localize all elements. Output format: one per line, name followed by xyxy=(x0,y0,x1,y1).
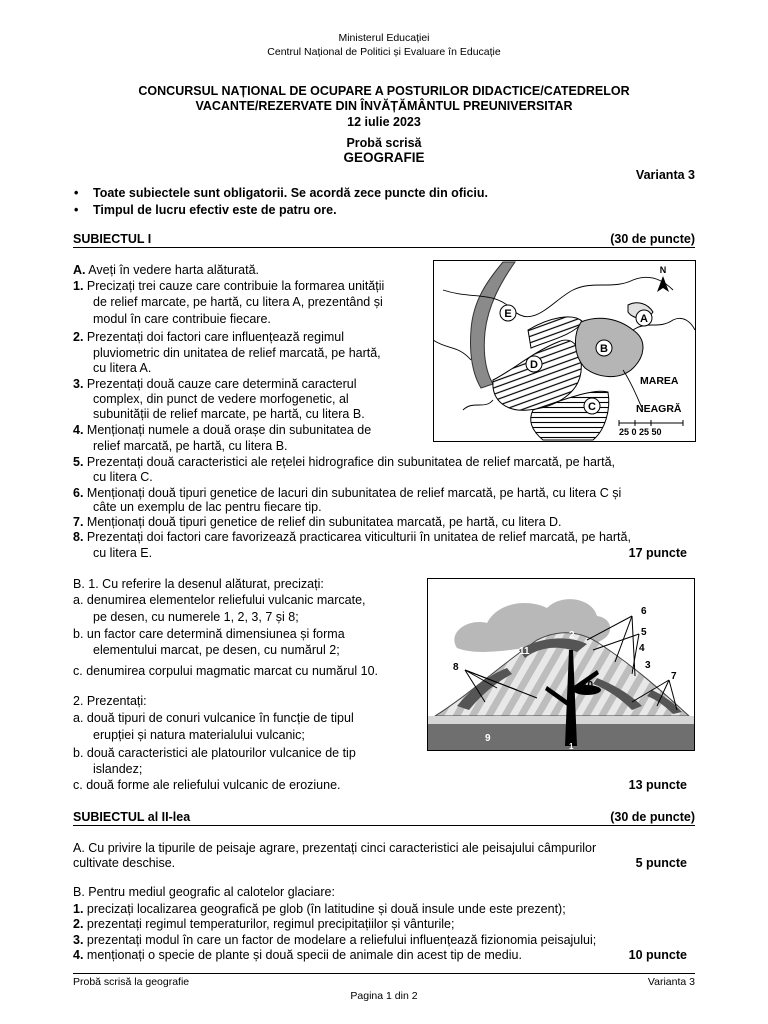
volcano-label-5: 5 xyxy=(641,627,647,638)
s2-b3: 3. prezentați modul în care un factor de modelare a reliefului influențează fizionomia peisajului; xyxy=(73,933,597,947)
instruction-2: • Timpul de lucru efectiv este de patru ore. xyxy=(74,203,337,217)
subject-title: GEOGRAFIE xyxy=(343,150,425,165)
volcano-label-11: 11 xyxy=(519,646,530,657)
s2-b2: 2. prezentați regimul temperaturilor, regimul precipitațiilor și vânturile; xyxy=(73,917,455,931)
map-label-e: E xyxy=(504,308,512,320)
s1-q3: 3. Prezentați două cauze care determină caracterul xyxy=(73,377,357,391)
s1-q2-line3: cu litera A. xyxy=(93,361,152,375)
s1-b2b-line2: islandez; xyxy=(93,762,143,776)
s1-b1a: a. denumirea elementelor reliefului vulcanic marcate, xyxy=(73,593,366,607)
map-label-c: C xyxy=(588,401,596,413)
s2-b1: 1. precizați localizarea geografică pe glob (în latitudine și două insule unde este prezent); xyxy=(73,902,566,916)
s1-q8: 8. Prezentați doi factori care favorizează practicarea viticulturii în unitatea de relief marcată, pe hartă, xyxy=(73,530,631,544)
s1-b2: 2. Prezentați: xyxy=(73,694,147,708)
s1-q5: 5. Prezentați două caracteristici ale rețelei hidrografice din subunitatea de relief marcată, pe hartă, xyxy=(73,455,615,469)
s1-b2a: a. două tipuri de conuri vulcanice în funcție de tipul xyxy=(73,711,354,725)
s1-q4-line2: relief marcată, pe hartă, cu litera B. xyxy=(93,439,288,453)
title-line-1: CONCURSUL NAȚIONAL DE OCUPARE A POSTURILOR DIDACTICE/CATEDRELOR xyxy=(138,84,630,98)
page-number: Pagina 1 din 2 xyxy=(350,990,418,1002)
relief-map-figure xyxy=(433,260,696,442)
instruction-1: • Toate subiectele sunt obligatorii. Se acordă zece puncte din oficiu. xyxy=(74,186,488,200)
volcano-label-2: 2 xyxy=(569,630,575,641)
title-line-2: VACANTE/REZERVATE DIN ÎNVĂȚĂMÂNTUL PREUNIVERSITAR xyxy=(195,99,573,113)
ministry-header: Ministerul Educației xyxy=(338,32,430,44)
s1-q6: 6. Menționați două tipuri genetice de lacuri din subunitatea de relief marcată, pe hartă, cu litera C și xyxy=(73,486,622,500)
volcano-label-3: 3 xyxy=(645,660,651,671)
s1-q1-line2: de relief marcate, pe hartă, cu litera A, prezentând și xyxy=(93,295,383,309)
exam-type: Probă scrisă xyxy=(346,136,422,150)
s1-q3-line3: subunității de relief marcate, pe hartă, cu litera B. xyxy=(93,407,365,421)
s1-a-points: 17 puncte xyxy=(628,546,687,560)
s1-q7: 7. Menționați două tipuri genetice de relief din subunitatea marcată, pe hartă, cu litera D. xyxy=(73,515,562,529)
s1-q5-line2: cu litera C. xyxy=(93,470,153,484)
s1-q1: 1. Precizați trei cauze care contribuie la formarea unității xyxy=(73,279,385,293)
map-scale: 25 0 25 50 xyxy=(619,427,662,437)
map-label-b: B xyxy=(600,343,608,355)
s1-q4: 4. Menționați numele a două orașe din subunitatea de xyxy=(73,423,372,437)
exam-date: 12 iulie 2023 xyxy=(347,115,421,129)
s1-b2b: b. două caracteristici ale platourilor vulcanice de tip xyxy=(73,746,356,760)
s2-a-points: 5 puncte xyxy=(635,856,687,870)
s1-b2a-line2: erupției și natura materialului vulcanic; xyxy=(93,728,305,742)
volcano-label-4: 4 xyxy=(639,643,645,654)
volcano-figure xyxy=(427,578,695,751)
s1-b2c: c. două forme ale reliefului vulcanic de eroziune. xyxy=(73,778,341,792)
s2-a: A. Cu privire la tipurile de peisaje agrare, prezentați cinci caracteristici ale peisajului câmpurilor xyxy=(73,841,597,855)
s1-q8-line2: cu litera E. xyxy=(93,546,153,560)
s1-b1b: b. un factor care determină dimensiunea și forma xyxy=(73,627,345,641)
volcano-label-8: 8 xyxy=(453,662,459,673)
s2-b: B. Pentru mediul geografic al calotelor glaciare: xyxy=(73,885,335,899)
section-2-heading: SUBIECTUL al II-lea (30 de puncte) xyxy=(73,810,695,824)
bedrock xyxy=(428,724,694,750)
volcano-label-7: 7 xyxy=(671,671,677,682)
footer-divider xyxy=(73,973,695,974)
footer-right: Varianta 3 xyxy=(647,976,695,988)
volcano-label-1: 1 xyxy=(569,742,574,751)
s1-q2: 2. Prezentați doi factori care influențează regimul xyxy=(73,330,345,344)
s1-q6-line2: câte un exemplu de lac pentru fiecare tip. xyxy=(93,500,322,514)
north-label: N xyxy=(659,265,667,275)
volcano-label-6: 6 xyxy=(641,606,647,617)
center-header: Centrul Național de Politici și Evaluare în Educație xyxy=(267,46,501,58)
s1-a-intro: A. Aveți în vedere harta alăturată. xyxy=(73,263,260,277)
s1-b1a-line2: pe desen, cu numerele 1, 2, 3, 7 și 8; xyxy=(93,610,299,624)
s1-q3-line2: complex, din punct de vedere morfogenetic, al xyxy=(93,392,349,406)
s1-q2-line2: pluviometric din unitatea de relief marcată, pe hartă, xyxy=(93,346,381,360)
s2-b-points: 10 puncte xyxy=(628,948,687,962)
s1-b1c: c. denumirea corpului magmatic marcat cu numărul 10. xyxy=(73,664,378,678)
s2-a-line2: cultivate deschise. xyxy=(73,856,176,870)
footer-left: Probă scrisă la geografie xyxy=(73,976,190,988)
section-1-heading: SUBIECTUL I (30 de puncte) xyxy=(73,232,695,246)
variant-label: Varianta 3 xyxy=(635,168,695,182)
volcano-label-9: 9 xyxy=(485,733,491,744)
sea-label-1: MAREA xyxy=(640,375,679,387)
volcano-label-10: 10 xyxy=(582,680,594,691)
s1-q1-line3: modul în care contribuie fiecare. xyxy=(93,312,271,326)
map-label-d: D xyxy=(530,359,538,371)
s1-b1: B. 1. Cu referire la desenul alăturat, precizați: xyxy=(73,577,324,591)
s2-b4: 4. menționați o specie de plante și două specii de animale din acest tip de mediu. xyxy=(73,948,522,962)
s1-b-points: 13 puncte xyxy=(628,778,687,792)
s1-b1b-line2: elementului marcat, pe desen, cu numărul 2; xyxy=(93,643,340,657)
sea-label-2: NEAGRĂ xyxy=(636,403,682,415)
map-label-a: A xyxy=(640,313,648,325)
